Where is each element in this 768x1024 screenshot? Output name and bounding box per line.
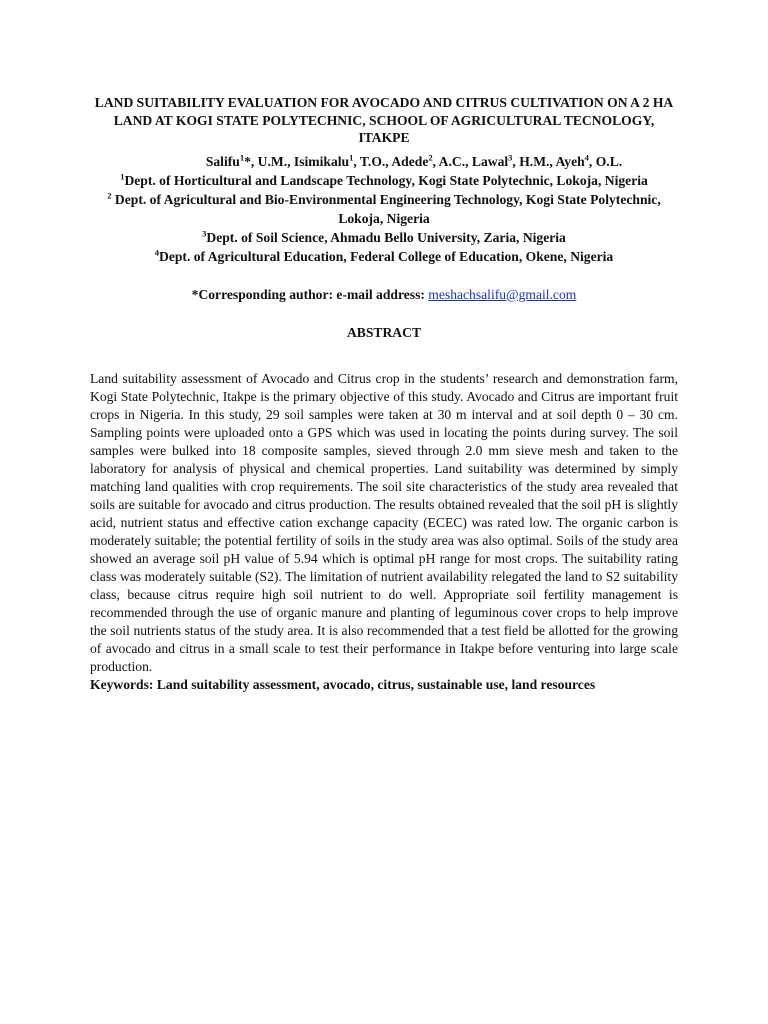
author-affiliation-mark: 3 <box>508 151 513 162</box>
keywords: Keywords: Land suitability assessment, avocado, citrus, sustainable use, land resources <box>90 676 596 692</box>
affiliation-3 <box>90 228 678 247</box>
author-initials: , O.L. <box>588 153 623 169</box>
author-initials: , A.C., <box>432 153 472 169</box>
affiliation-2 <box>90 190 678 228</box>
author-name: Salifu <box>205 153 240 169</box>
author-affiliation-mark: 4 <box>584 151 589 162</box>
affiliation-mark: 3 <box>202 227 207 238</box>
corresponding-author <box>90 285 678 304</box>
abstract-heading: ABSTRACT <box>346 324 422 340</box>
author-list <box>90 152 678 171</box>
affiliation-text: Dept. of Horticultural and Landscape Technology, Kogi State Polytechnic, Lokoja, Nigeria <box>124 172 648 188</box>
affiliation-mark: 4 <box>154 246 159 257</box>
corresponding-author-label: *Corresponding author: e-mail address: <box>191 286 429 302</box>
affiliation-4 <box>90 247 678 266</box>
author-name: Lawal <box>471 153 509 169</box>
affiliation-mark: 1 <box>120 170 125 181</box>
email-link[interactable]: meshachsalifu@gmail.com <box>428 286 577 302</box>
author-affiliation-mark: 1 <box>349 151 354 162</box>
abstract-body: Land suitability assessment of Avocado and Citrus crop in the students’ research and demonstration farm, Kogi State Polytechnic, Itakpe is the primary objective of this study. Avocado and Citrus are important fruit crops in Nigeria. In this study, 29 soil samples were taken at 30 m interval and at soil depth 0 – 30 cm. Sampling points were uploaded onto a GPS which was used in locating the points during survey. The soil samples were bulked into 18 composite samples, sieved through 2.0 mm sieve mesh and taken to the laboratory for analysis of physical and chemical properties. Land suitability was determined by simply matching land qualities with crop requirements. The soil site characteristics of the study area revealed that soils are suitable for avocado and citrus production. The results obtained revealed that the soil pH is slightly acid, nutrient status and effective cation exchange capacity (ECEC) was rated low. The organic carbon is moderately suitable; the potential fertility of soils in the study area was also optimal. Soils of the study area showed an average soil pH value of 5.94 which is optimal pH range for most crops. The suitability rating class was moderately suitable (S2). The limitation of nutrient availability relegated the land to S2 suitability class, because citrus require high soil nutrient to do well. Appropriate soil fertility management is recommended through the use of organic manure and planting of leguminous cover crops to help improve the soil nutrients status of the study area. It is also recommended that a test field be allotted for the growing of avocado and citrus in a small scale to test their performance in Itakpe before venturing into large scale production. <box>90 370 678 674</box>
paper-title: LAND SUITABILITY EVALUATION FOR AVOCADO AND CITRUS CULTIVATION ON A 2 HA LAND AT KOGI STATE POLYTECHNIC, SCHOOL OF AGRICULTURAL TECNOLOGY, ITAKPE <box>94 95 674 145</box>
affiliation-text: Dept. of Soil Science, Ahmadu Bello University, Zaria, Nigeria <box>206 229 566 245</box>
author-affiliation-mark: 1 <box>239 151 245 162</box>
paper-page <box>90 94 678 694</box>
author-name: Isimikalu <box>293 153 350 169</box>
author-affiliation-mark: 2 <box>428 151 433 162</box>
affiliation-1 <box>90 171 678 190</box>
author-name: Ayeh <box>555 153 585 169</box>
author-initials: *, U.M., <box>244 153 294 169</box>
author-initials: , T.O., <box>353 153 392 169</box>
affiliation-text: Dept. of Agricultural and Bio-Environmental Engineering Technology, Kogi State Polytechnic, Lokoja, Nigeria <box>111 191 661 226</box>
author-name: Adede <box>391 153 429 169</box>
author-initials: , H.M., <box>512 153 556 169</box>
affiliation-mark: 2 <box>107 189 112 200</box>
affiliation-text: Dept. of Agricultural Education, Federal College of Education, Okene, Nigeria <box>159 248 614 264</box>
